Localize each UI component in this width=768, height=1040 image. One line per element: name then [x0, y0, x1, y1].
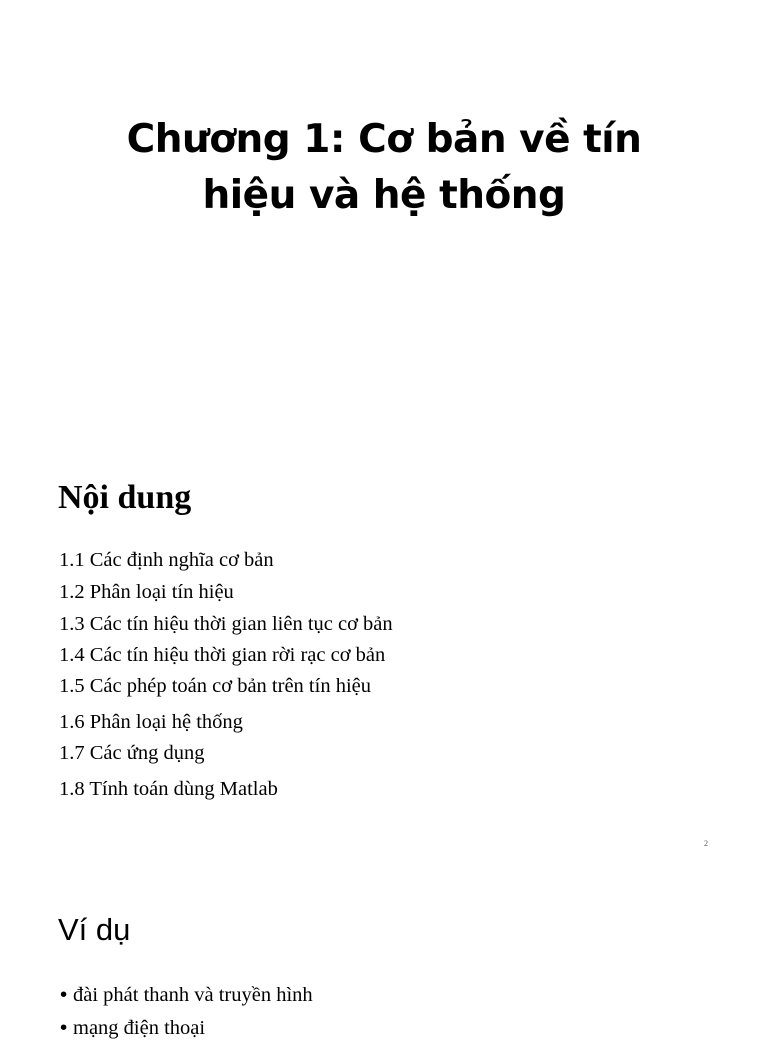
- list-item: [60, 983, 313, 1007]
- contents-item: 1.4 Các tín hiệu thời gian rời rạc cơ bản: [59, 644, 386, 666]
- list-item: [60, 1016, 205, 1040]
- list-item-text: mạng điện thoại: [73, 1017, 206, 1039]
- contents-item: 1.7 Các ứng dụng: [59, 742, 205, 764]
- contents-item: 1.2 Phân loại tín hiệu: [59, 581, 234, 603]
- title-slide: [0, 0, 768, 420]
- contents-heading: Nội dung: [58, 479, 192, 516]
- contents-item: 1.5 Các phép toán cơ bản trên tín hiệu: [59, 675, 371, 697]
- contents-item: 1.3 Các tín hiệu thời gian liên tục cơ bản: [59, 613, 393, 635]
- bullet-icon: •: [60, 1016, 68, 1039]
- examples-slide: [0, 870, 768, 1039]
- contents-slide: [0, 420, 768, 870]
- contents-item: 1.8 Tính toán dùng Matlab: [59, 778, 278, 800]
- chapter-title: [0, 112, 768, 224]
- chapter-title-line-1: Chương 1: Cơ bản về tín: [126, 117, 642, 162]
- list-item-text: đài phát thanh và truyền hình: [73, 984, 313, 1006]
- contents-item: 1.1 Các định nghĩa cơ bản: [59, 549, 274, 571]
- bullet-icon: •: [60, 983, 68, 1006]
- examples-heading: Ví dụ: [58, 912, 131, 947]
- page-number: 2: [704, 839, 708, 848]
- contents-item: 1.6 Phân loại hệ thống: [59, 711, 243, 733]
- chapter-title-line-2: hiệu và hệ thống: [202, 173, 566, 218]
